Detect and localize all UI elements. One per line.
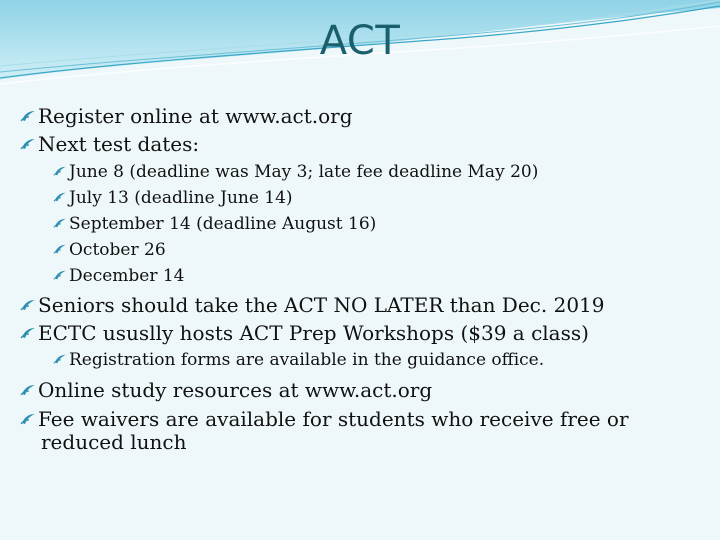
- sub-bullet-text: July 13 (deadline June 14): [69, 188, 293, 208]
- swoosh-bullet-icon: [20, 298, 38, 312]
- swoosh-bullet-icon: [20, 412, 38, 426]
- swoosh-bullet-icon: [53, 243, 69, 255]
- swoosh-bullet-icon: [53, 269, 69, 281]
- bullet-text: ECTC ususlly hosts ACT Prep Workshops ($39 a class): [38, 321, 589, 345]
- bullet-text: Register online at www.act.org: [38, 104, 353, 128]
- bullet-ectc: [20, 321, 589, 345]
- swoosh-bullet-icon: [20, 109, 38, 123]
- bullet-fee-waivers: [20, 407, 629, 431]
- sub-bullet-registration: [53, 350, 544, 370]
- swoosh-bullet-icon: [20, 383, 38, 397]
- bullet-text: Online study resources at www.act.org: [38, 378, 433, 402]
- bullet-text: Fee waivers are available for students who receive free or: [38, 407, 629, 431]
- swoosh-bullet-icon: [53, 165, 69, 177]
- sub-bullet-text: June 8 (deadline was May 3; late fee deadline May 20): [69, 162, 539, 182]
- bullet-seniors: [20, 293, 605, 317]
- bullet-text: Next test dates:: [38, 132, 200, 156]
- sub-bullet-date: [53, 188, 293, 208]
- sub-bullet-date: [53, 266, 185, 286]
- sub-bullet-date: [53, 240, 166, 260]
- slide-title: ACT: [319, 18, 401, 64]
- bullet-text: Seniors should take the ACT NO LATER than Dec. 2019: [38, 293, 605, 317]
- swoosh-bullet-icon: [53, 191, 69, 203]
- bullet-register: [20, 104, 353, 128]
- sub-bullet-date: [53, 214, 376, 234]
- sub-bullet-date: [53, 162, 538, 182]
- bullet-online: [20, 378, 432, 402]
- swoosh-bullet-icon: [20, 326, 38, 340]
- swoosh-bullet-icon: [20, 137, 38, 151]
- sub-bullet-text: Registration forms are available in the guidance office.: [69, 350, 545, 370]
- swoosh-bullet-icon: [53, 353, 69, 365]
- swoosh-bullet-icon: [53, 217, 69, 229]
- sub-bullet-text: December 14: [69, 266, 185, 286]
- sub-bullet-text: October 26: [69, 240, 166, 260]
- bullet-next-dates: [20, 132, 199, 156]
- sub-bullet-text: September 14 (deadline August 16): [69, 214, 377, 234]
- bullet-text-continuation: reduced lunch: [41, 430, 187, 454]
